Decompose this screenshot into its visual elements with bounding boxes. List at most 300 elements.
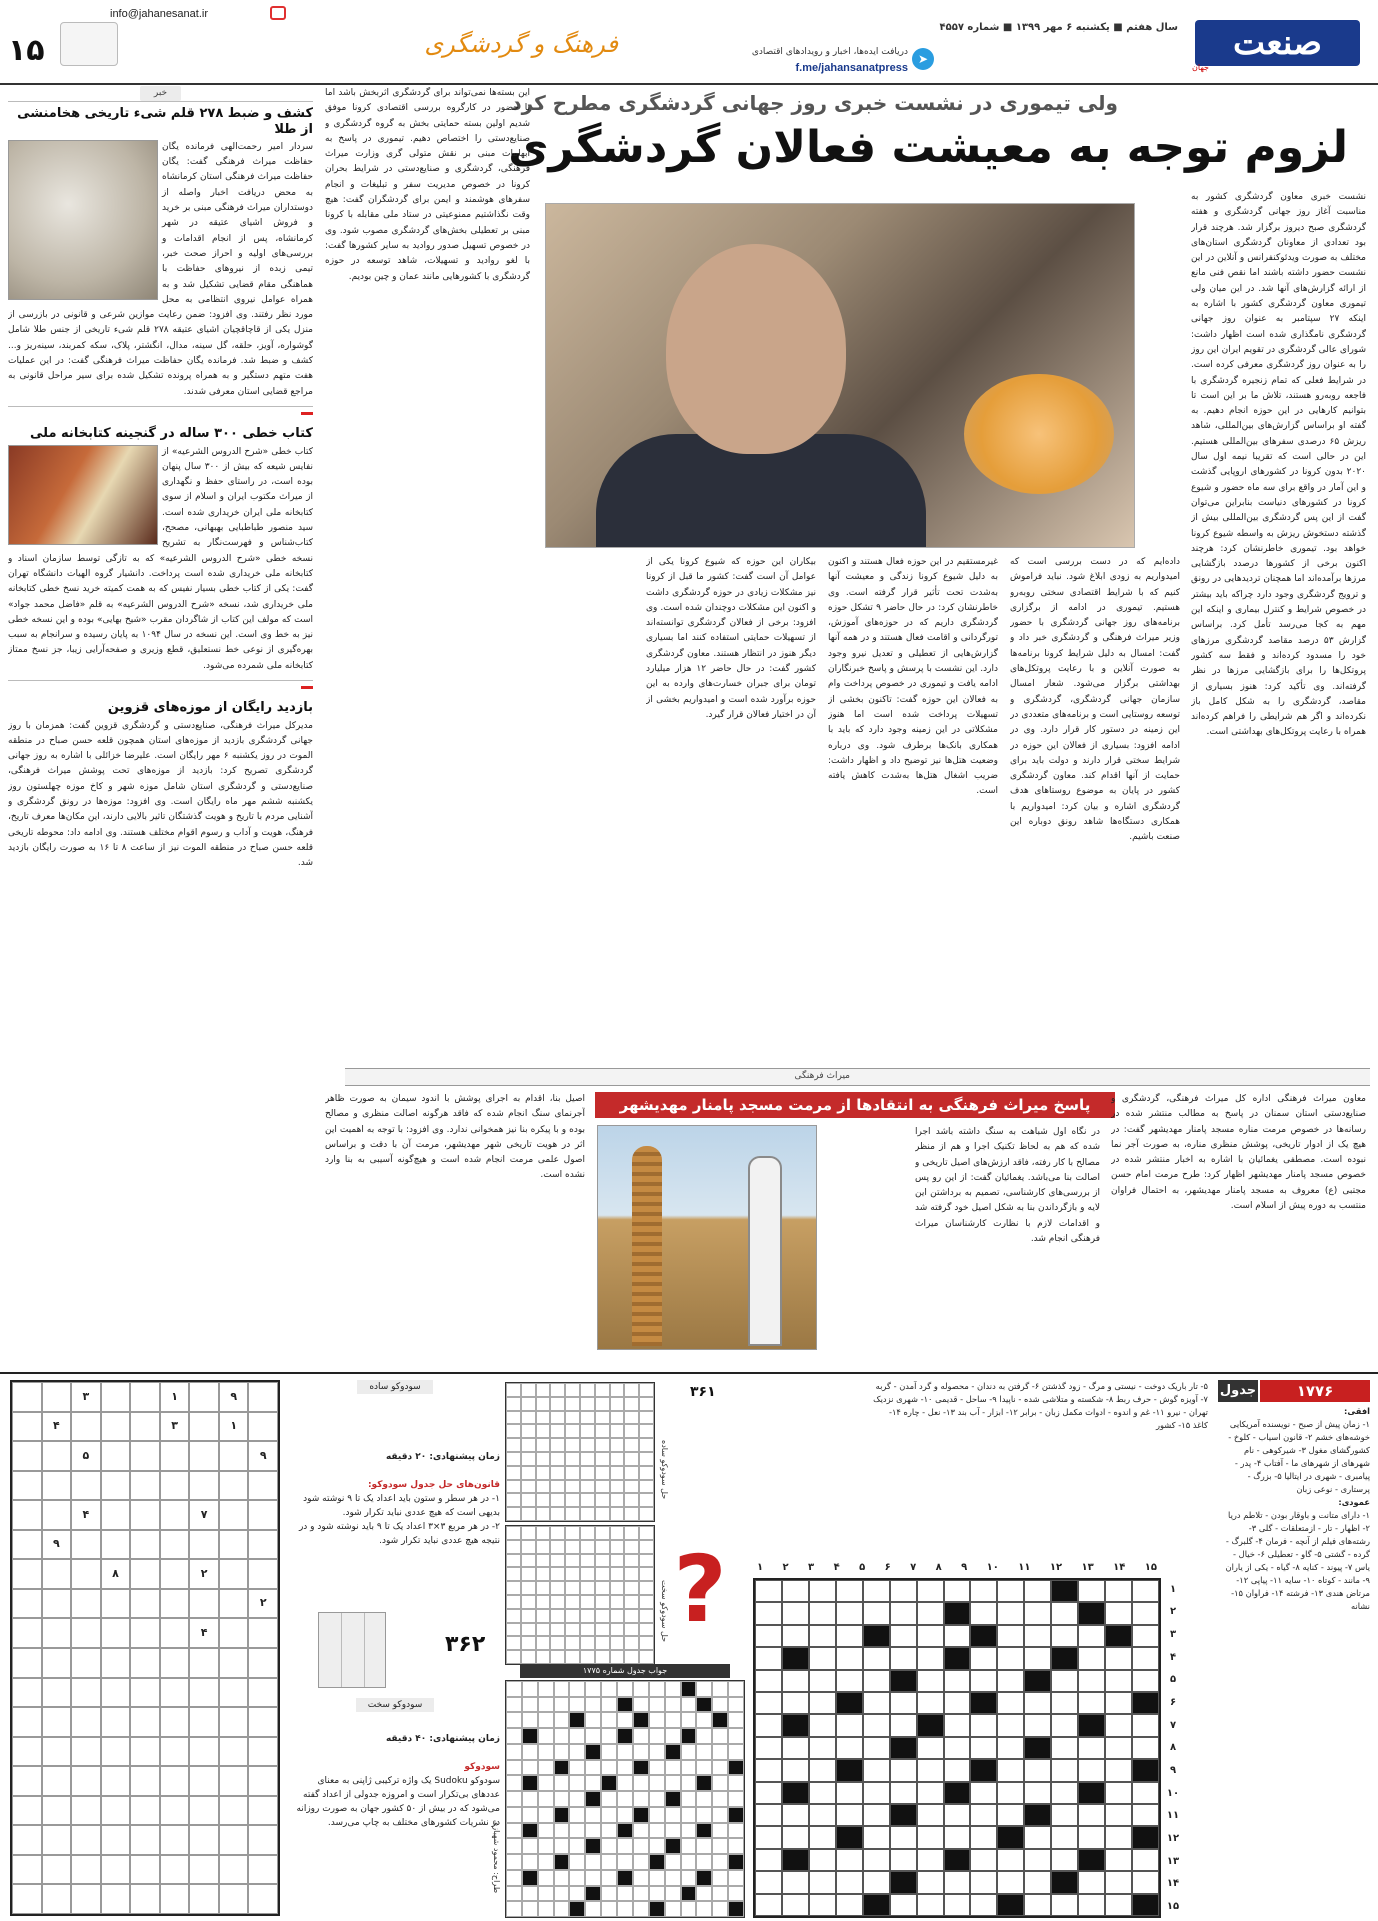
- crossword-cell[interactable]: [1051, 1894, 1078, 1916]
- crossword-cell[interactable]: [1078, 1804, 1105, 1826]
- crossword-cell[interactable]: [836, 1580, 863, 1602]
- crossword-cell[interactable]: [944, 1849, 971, 1871]
- crossword-cell[interactable]: [782, 1714, 809, 1736]
- sudoku-cell[interactable]: ۷: [189, 1500, 219, 1530]
- sudoku-cell[interactable]: [12, 1589, 42, 1619]
- sudoku-cell[interactable]: [71, 1559, 101, 1589]
- crossword-cell[interactable]: [782, 1737, 809, 1759]
- crossword-cell[interactable]: [1105, 1670, 1132, 1692]
- crossword-cell[interactable]: [863, 1625, 890, 1647]
- crossword-cell[interactable]: [890, 1647, 917, 1669]
- crossword-cell[interactable]: [1024, 1849, 1051, 1871]
- crossword-cell[interactable]: [782, 1849, 809, 1871]
- crossword-cell[interactable]: [836, 1714, 863, 1736]
- crossword-cell[interactable]: [917, 1647, 944, 1669]
- crossword-cell[interactable]: [1132, 1894, 1159, 1916]
- sudoku-cell[interactable]: [219, 1500, 249, 1530]
- crossword-cell[interactable]: [1078, 1782, 1105, 1804]
- sudoku-cell[interactable]: [101, 1884, 131, 1914]
- sudoku-cell[interactable]: [71, 1678, 101, 1708]
- crossword-cell[interactable]: [809, 1826, 836, 1848]
- crossword-cell[interactable]: [836, 1625, 863, 1647]
- crossword-cell[interactable]: [1132, 1580, 1159, 1602]
- crossword-cell[interactable]: [890, 1714, 917, 1736]
- crossword-cell[interactable]: [1078, 1894, 1105, 1916]
- sudoku-cell[interactable]: ۱: [219, 1412, 249, 1442]
- crossword-cell[interactable]: [1132, 1737, 1159, 1759]
- crossword-cell[interactable]: [1024, 1692, 1051, 1714]
- crossword-cell[interactable]: [809, 1782, 836, 1804]
- crossword-cell[interactable]: [809, 1737, 836, 1759]
- crossword-cell[interactable]: [997, 1759, 1024, 1781]
- sudoku-cell[interactable]: [248, 1766, 278, 1796]
- crossword-cell[interactable]: [863, 1894, 890, 1916]
- sudoku-cell[interactable]: [130, 1707, 160, 1737]
- sudoku-cell[interactable]: [219, 1559, 249, 1589]
- sudoku-cell[interactable]: [248, 1471, 278, 1501]
- crossword-cell[interactable]: [997, 1625, 1024, 1647]
- crossword-cell[interactable]: [782, 1625, 809, 1647]
- sudoku-cell[interactable]: [42, 1796, 72, 1826]
- crossword-cell[interactable]: [836, 1871, 863, 1893]
- crossword-cell[interactable]: [755, 1826, 782, 1848]
- crossword-cell[interactable]: [997, 1804, 1024, 1826]
- sudoku-cell[interactable]: [219, 1737, 249, 1767]
- sudoku-cell[interactable]: [189, 1530, 219, 1560]
- crossword-cell[interactable]: [782, 1871, 809, 1893]
- crossword-cell[interactable]: [970, 1759, 997, 1781]
- crossword-cell[interactable]: [809, 1580, 836, 1602]
- sudoku-cell[interactable]: [219, 1618, 249, 1648]
- crossword-cell[interactable]: [917, 1692, 944, 1714]
- sudoku-cell[interactable]: [42, 1884, 72, 1914]
- sudoku-cell[interactable]: [12, 1382, 42, 1412]
- sudoku-cell[interactable]: [12, 1825, 42, 1855]
- crossword-cell[interactable]: [1105, 1692, 1132, 1714]
- sudoku-cell[interactable]: [101, 1530, 131, 1560]
- crossword-cell[interactable]: [1105, 1826, 1132, 1848]
- crossword-cell[interactable]: [863, 1714, 890, 1736]
- crossword-cell[interactable]: [890, 1894, 917, 1916]
- crossword-cell[interactable]: [863, 1804, 890, 1826]
- crossword-cell[interactable]: [917, 1737, 944, 1759]
- sudoku-cell[interactable]: [160, 1737, 190, 1767]
- sudoku-cell[interactable]: [219, 1855, 249, 1885]
- crossword-cell[interactable]: [970, 1737, 997, 1759]
- crossword-cell[interactable]: [970, 1871, 997, 1893]
- crossword-cell[interactable]: [836, 1782, 863, 1804]
- telegram-url[interactable]: f.me/jahansanatpress: [795, 61, 908, 74]
- sudoku-cell[interactable]: [248, 1796, 278, 1826]
- crossword-cell[interactable]: [1105, 1894, 1132, 1916]
- crossword-cell[interactable]: [917, 1714, 944, 1736]
- sudoku-cell[interactable]: [189, 1707, 219, 1737]
- crossword-cell[interactable]: [890, 1871, 917, 1893]
- crossword-cell[interactable]: [944, 1580, 971, 1602]
- crossword-cell[interactable]: [809, 1894, 836, 1916]
- sudoku-cell[interactable]: [189, 1796, 219, 1826]
- crossword-cell[interactable]: [809, 1759, 836, 1781]
- sudoku-cell[interactable]: [101, 1796, 131, 1826]
- sudoku-cell[interactable]: [12, 1737, 42, 1767]
- sudoku-cell[interactable]: [219, 1707, 249, 1737]
- sudoku-cell[interactable]: ۳: [160, 1412, 190, 1442]
- crossword-cell[interactable]: [1132, 1804, 1159, 1826]
- crossword-cell[interactable]: [1078, 1849, 1105, 1871]
- crossword-cell[interactable]: [782, 1602, 809, 1624]
- crossword-cell[interactable]: [917, 1759, 944, 1781]
- crossword-cell[interactable]: [755, 1580, 782, 1602]
- crossword-cell[interactable]: [809, 1602, 836, 1624]
- crossword-cell[interactable]: [997, 1871, 1024, 1893]
- news1-title[interactable]: کشف و ضبط ۲۷۸ قلم شیء تاریخی هخامنشی از طلا: [17, 106, 313, 137]
- sudoku-cell[interactable]: [101, 1678, 131, 1708]
- crossword-cell[interactable]: [997, 1714, 1024, 1736]
- crossword-cell[interactable]: [782, 1692, 809, 1714]
- sudoku-cell[interactable]: [42, 1766, 72, 1796]
- crossword-cell[interactable]: [755, 1804, 782, 1826]
- sudoku-cell[interactable]: [248, 1884, 278, 1914]
- sudoku-cell[interactable]: [248, 1737, 278, 1767]
- crossword-cell[interactable]: [944, 1804, 971, 1826]
- crossword-cell[interactable]: [755, 1894, 782, 1916]
- crossword-cell[interactable]: [1024, 1714, 1051, 1736]
- crossword-cell[interactable]: [1078, 1625, 1105, 1647]
- news3-title[interactable]: بازدید رایگان از موزه‌های قزوین: [107, 700, 313, 716]
- sudoku-cell[interactable]: [248, 1618, 278, 1648]
- crossword-cell[interactable]: [1024, 1804, 1051, 1826]
- sudoku-cell[interactable]: [71, 1471, 101, 1501]
- crossword-cell[interactable]: [1132, 1670, 1159, 1692]
- sudoku-cell[interactable]: [160, 1678, 190, 1708]
- crossword-cell[interactable]: [1078, 1759, 1105, 1781]
- sudoku-cell[interactable]: ۸: [101, 1559, 131, 1589]
- sudoku-cell[interactable]: [12, 1796, 42, 1826]
- sudoku-cell[interactable]: [130, 1678, 160, 1708]
- sudoku-cell[interactable]: [71, 1825, 101, 1855]
- sudoku-cell[interactable]: [219, 1471, 249, 1501]
- sudoku-cell[interactable]: [219, 1589, 249, 1619]
- sudoku-cell[interactable]: [130, 1884, 160, 1914]
- crossword-cell[interactable]: [997, 1737, 1024, 1759]
- crossword-cell[interactable]: [863, 1782, 890, 1804]
- crossword-cell[interactable]: [1132, 1602, 1159, 1624]
- crossword-cell[interactable]: [970, 1625, 997, 1647]
- sudoku-cell[interactable]: [189, 1648, 219, 1678]
- crossword-cell[interactable]: [970, 1849, 997, 1871]
- sudoku-cell[interactable]: [248, 1530, 278, 1560]
- sudoku-cell[interactable]: [160, 1796, 190, 1826]
- crossword-cell[interactable]: [890, 1602, 917, 1624]
- crossword-cell[interactable]: [1051, 1759, 1078, 1781]
- sudoku-cell[interactable]: [130, 1648, 160, 1678]
- crossword-cell[interactable]: [755, 1625, 782, 1647]
- sudoku-cell[interactable]: [248, 1648, 278, 1678]
- crossword-cell[interactable]: [1051, 1737, 1078, 1759]
- sudoku-cell[interactable]: [130, 1412, 160, 1442]
- sudoku-cell[interactable]: [101, 1471, 131, 1501]
- crossword-cell[interactable]: [863, 1580, 890, 1602]
- sudoku-cell[interactable]: [130, 1855, 160, 1885]
- crossword-cell[interactable]: [755, 1670, 782, 1692]
- sudoku-cell[interactable]: [189, 1471, 219, 1501]
- crossword-cell[interactable]: [1105, 1871, 1132, 1893]
- crossword-cell[interactable]: [1051, 1804, 1078, 1826]
- sudoku-cell[interactable]: [42, 1707, 72, 1737]
- sudoku-cell[interactable]: ۱: [160, 1382, 190, 1412]
- sudoku-cell[interactable]: [42, 1441, 72, 1471]
- sudoku-cell[interactable]: [248, 1412, 278, 1442]
- sudoku-cell[interactable]: [101, 1825, 131, 1855]
- sudoku-cell[interactable]: [71, 1707, 101, 1737]
- crossword-cell[interactable]: [1051, 1849, 1078, 1871]
- sudoku-cell[interactable]: [248, 1500, 278, 1530]
- crossword-cell[interactable]: [997, 1894, 1024, 1916]
- sudoku-grid[interactable]: [10, 1380, 280, 1916]
- crossword-cell[interactable]: [1132, 1625, 1159, 1647]
- sudoku-cell[interactable]: [248, 1707, 278, 1737]
- crossword-cell[interactable]: [1132, 1871, 1159, 1893]
- crossword-cell[interactable]: [1024, 1737, 1051, 1759]
- crossword-cell[interactable]: [782, 1826, 809, 1848]
- sudoku-cell[interactable]: [12, 1678, 42, 1708]
- crossword-cell[interactable]: [1051, 1782, 1078, 1804]
- sudoku-cell[interactable]: ۲: [189, 1559, 219, 1589]
- crossword-cell[interactable]: [863, 1737, 890, 1759]
- sudoku-cell[interactable]: ۲: [248, 1589, 278, 1619]
- sudoku-cell[interactable]: [189, 1884, 219, 1914]
- crossword-cell[interactable]: [836, 1737, 863, 1759]
- sudoku-cell[interactable]: [160, 1441, 190, 1471]
- crossword-cell[interactable]: [1024, 1826, 1051, 1848]
- crossword-cell[interactable]: [997, 1826, 1024, 1848]
- crossword-cell[interactable]: [863, 1602, 890, 1624]
- crossword-cell[interactable]: [970, 1804, 997, 1826]
- crossword-cell[interactable]: [836, 1849, 863, 1871]
- sudoku-cell[interactable]: [160, 1707, 190, 1737]
- crossword-cell[interactable]: [997, 1670, 1024, 1692]
- email-link[interactable]: info@jahanesanat.ir: [110, 8, 209, 20]
- crossword-cell[interactable]: [1024, 1580, 1051, 1602]
- crossword-cell[interactable]: [863, 1670, 890, 1692]
- sudoku-cell[interactable]: [42, 1618, 72, 1648]
- crossword-cell[interactable]: [1105, 1580, 1132, 1602]
- crossword-cell[interactable]: [755, 1782, 782, 1804]
- sudoku-cell[interactable]: [219, 1441, 249, 1471]
- crossword-cell[interactable]: [970, 1692, 997, 1714]
- crossword-cell[interactable]: [970, 1580, 997, 1602]
- crossword-cell[interactable]: [1051, 1625, 1078, 1647]
- crossword-cell[interactable]: [836, 1602, 863, 1624]
- sudoku-cell[interactable]: [12, 1530, 42, 1560]
- sudoku-cell[interactable]: [71, 1855, 101, 1885]
- crossword-cell[interactable]: [836, 1670, 863, 1692]
- crossword-cell[interactable]: [997, 1602, 1024, 1624]
- sudoku-cell[interactable]: ۵: [71, 1441, 101, 1471]
- crossword-cell[interactable]: [1051, 1714, 1078, 1736]
- crossword-cell[interactable]: [917, 1871, 944, 1893]
- sudoku-cell[interactable]: [189, 1441, 219, 1471]
- sudoku-cell[interactable]: [189, 1855, 219, 1885]
- crossword-cell[interactable]: [1132, 1647, 1159, 1669]
- crossword-cell[interactable]: [917, 1602, 944, 1624]
- sudoku-cell[interactable]: [12, 1441, 42, 1471]
- sudoku-cell[interactable]: [12, 1618, 42, 1648]
- crossword-cell[interactable]: [944, 1871, 971, 1893]
- sudoku-cell[interactable]: [12, 1648, 42, 1678]
- crossword-cell[interactable]: [997, 1849, 1024, 1871]
- sudoku-cell[interactable]: [160, 1618, 190, 1648]
- crossword-cell[interactable]: [1105, 1849, 1132, 1871]
- sudoku-cell[interactable]: [71, 1530, 101, 1560]
- crossword-cell[interactable]: [890, 1692, 917, 1714]
- sudoku-cell[interactable]: ۹: [42, 1530, 72, 1560]
- sudoku-cell[interactable]: [219, 1678, 249, 1708]
- sudoku-cell[interactable]: [219, 1530, 249, 1560]
- crossword-cell[interactable]: [836, 1804, 863, 1826]
- sudoku-cell[interactable]: [248, 1678, 278, 1708]
- sudoku-cell[interactable]: ۴: [71, 1500, 101, 1530]
- sudoku-cell[interactable]: [130, 1530, 160, 1560]
- sudoku-cell[interactable]: [101, 1618, 131, 1648]
- heritage-title[interactable]: پاسخ میراث فرهنگی به انتقادها از مرمت مسجد پامنار مهدیشهر: [595, 1092, 1115, 1118]
- crossword-cell[interactable]: [755, 1849, 782, 1871]
- telegram-block[interactable]: [698, 46, 929, 76]
- crossword-cell[interactable]: [1132, 1692, 1159, 1714]
- crossword-cell[interactable]: [755, 1692, 782, 1714]
- sudoku-cell[interactable]: [189, 1589, 219, 1619]
- sudoku-cell[interactable]: [248, 1855, 278, 1885]
- crossword-cell[interactable]: [863, 1849, 890, 1871]
- sudoku-cell[interactable]: [130, 1559, 160, 1589]
- crossword-cell[interactable]: [890, 1670, 917, 1692]
- sudoku-cell[interactable]: [130, 1825, 160, 1855]
- crossword-cell[interactable]: [809, 1804, 836, 1826]
- crossword-cell[interactable]: [1132, 1714, 1159, 1736]
- sudoku-cell[interactable]: [12, 1500, 42, 1530]
- crossword-cell[interactable]: [1024, 1602, 1051, 1624]
- sudoku-cell[interactable]: [71, 1412, 101, 1442]
- sudoku-cell[interactable]: ۴: [189, 1618, 219, 1648]
- sudoku-cell[interactable]: [219, 1884, 249, 1914]
- crossword-cell[interactable]: [1051, 1692, 1078, 1714]
- crossword-cell[interactable]: [1078, 1737, 1105, 1759]
- crossword-cell[interactable]: [890, 1580, 917, 1602]
- crossword-cell[interactable]: [809, 1625, 836, 1647]
- crossword-cell[interactable]: [997, 1647, 1024, 1669]
- crossword-cell[interactable]: [890, 1625, 917, 1647]
- sudoku-cell[interactable]: [12, 1707, 42, 1737]
- sudoku-cell[interactable]: [101, 1412, 131, 1442]
- sudoku-cell[interactable]: [101, 1382, 131, 1412]
- sudoku-cell[interactable]: [189, 1737, 219, 1767]
- crossword-cell[interactable]: [1051, 1670, 1078, 1692]
- sudoku-cell[interactable]: [42, 1559, 72, 1589]
- crossword-cell[interactable]: [863, 1826, 890, 1848]
- sudoku-cell[interactable]: [160, 1884, 190, 1914]
- crossword-cell[interactable]: [1024, 1647, 1051, 1669]
- sudoku-cell[interactable]: [101, 1589, 131, 1619]
- crossword-cell[interactable]: [1051, 1647, 1078, 1669]
- crossword-cell[interactable]: [1051, 1871, 1078, 1893]
- sudoku-cell[interactable]: [101, 1855, 131, 1885]
- sudoku-cell[interactable]: [42, 1737, 72, 1767]
- crossword-cell[interactable]: [890, 1849, 917, 1871]
- crossword-cell[interactable]: [890, 1782, 917, 1804]
- crossword-cell[interactable]: [1078, 1670, 1105, 1692]
- crossword-cell[interactable]: [1105, 1602, 1132, 1624]
- sudoku-cell[interactable]: [71, 1618, 101, 1648]
- crossword-cell[interactable]: [755, 1714, 782, 1736]
- sudoku-cell[interactable]: [71, 1796, 101, 1826]
- crossword-cell[interactable]: [1105, 1625, 1132, 1647]
- crossword-cell[interactable]: [944, 1826, 971, 1848]
- sudoku-cell[interactable]: [189, 1678, 219, 1708]
- crossword-cell[interactable]: [944, 1692, 971, 1714]
- sudoku-cell[interactable]: ۳: [71, 1382, 101, 1412]
- crossword-cell[interactable]: [863, 1647, 890, 1669]
- sudoku-cell[interactable]: [130, 1441, 160, 1471]
- sudoku-cell[interactable]: [42, 1471, 72, 1501]
- sudoku-cell[interactable]: [42, 1589, 72, 1619]
- crossword-cell[interactable]: [944, 1782, 971, 1804]
- sudoku-cell[interactable]: [42, 1678, 72, 1708]
- crossword-cell[interactable]: [917, 1894, 944, 1916]
- sudoku-cell[interactable]: [130, 1500, 160, 1530]
- crossword-cell[interactable]: [809, 1692, 836, 1714]
- crossword-cell[interactable]: [970, 1647, 997, 1669]
- sudoku-cell[interactable]: [130, 1618, 160, 1648]
- crossword-cell[interactable]: [970, 1714, 997, 1736]
- sudoku-cell[interactable]: [130, 1737, 160, 1767]
- crossword-cell[interactable]: [970, 1782, 997, 1804]
- crossword-cell[interactable]: [1078, 1647, 1105, 1669]
- crossword-cell[interactable]: [1105, 1759, 1132, 1781]
- sudoku-cell[interactable]: [71, 1737, 101, 1767]
- sudoku-cell[interactable]: [12, 1855, 42, 1885]
- crossword-cell[interactable]: [1024, 1871, 1051, 1893]
- sudoku-cell[interactable]: [160, 1589, 190, 1619]
- crossword-cell[interactable]: [1024, 1625, 1051, 1647]
- crossword-cell[interactable]: [782, 1759, 809, 1781]
- crossword-grid[interactable]: [753, 1578, 1161, 1918]
- crossword-cell[interactable]: [1132, 1782, 1159, 1804]
- sudoku-cell[interactable]: [189, 1412, 219, 1442]
- crossword-cell[interactable]: [1078, 1871, 1105, 1893]
- sudoku-cell[interactable]: [219, 1766, 249, 1796]
- crossword-cell[interactable]: [809, 1871, 836, 1893]
- sudoku-cell[interactable]: [160, 1471, 190, 1501]
- news2-title[interactable]: کتاب خطی ۳۰۰ ساله در گنجینه کتابخانه ملی: [30, 426, 313, 442]
- crossword-cell[interactable]: [836, 1894, 863, 1916]
- sudoku-cell[interactable]: [101, 1500, 131, 1530]
- sudoku-cell[interactable]: [160, 1825, 190, 1855]
- crossword-cell[interactable]: [836, 1692, 863, 1714]
- sudoku-cell[interactable]: [160, 1559, 190, 1589]
- crossword-cell[interactable]: [970, 1894, 997, 1916]
- masthead[interactable]: [1190, 14, 1360, 72]
- sudoku-cell[interactable]: [160, 1648, 190, 1678]
- sudoku-cell[interactable]: [42, 1382, 72, 1412]
- crossword-cell[interactable]: [1051, 1580, 1078, 1602]
- sudoku-cell[interactable]: [101, 1737, 131, 1767]
- sudoku-cell[interactable]: [189, 1766, 219, 1796]
- crossword-cell[interactable]: [1024, 1759, 1051, 1781]
- sudoku-cell[interactable]: [248, 1825, 278, 1855]
- sudoku-cell[interactable]: [101, 1648, 131, 1678]
- crossword-cell[interactable]: [1132, 1826, 1159, 1848]
- crossword-cell[interactable]: [944, 1647, 971, 1669]
